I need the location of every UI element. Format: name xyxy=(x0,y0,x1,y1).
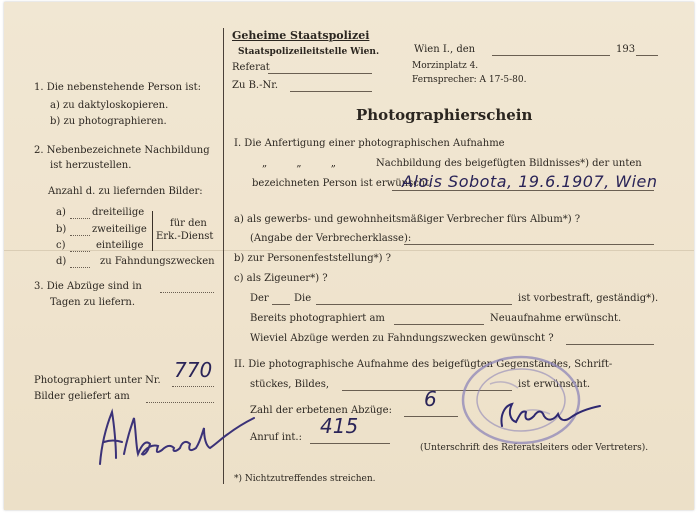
dotted-line xyxy=(70,251,90,252)
section-1-line2: Nachbildung des beigefügten Bildnisses*) der unten xyxy=(376,158,642,169)
bereits-label: Bereits photographiert am xyxy=(250,313,385,324)
section-2-line2: stückes, Bildes, xyxy=(250,379,330,390)
option-value: einteilige xyxy=(96,240,144,251)
name-line xyxy=(316,304,512,305)
dotted-line xyxy=(70,267,90,268)
bereits-line xyxy=(394,324,484,325)
dotted-line xyxy=(160,292,214,293)
signature-left xyxy=(86,394,256,472)
brace-label-1: für den xyxy=(170,218,207,229)
option-value: dreiteilige xyxy=(92,207,145,218)
vorbestraft-label: ist vorbestraft, geständig*). xyxy=(518,293,659,304)
question-2-line2: ist herzustellen. xyxy=(50,160,132,171)
option-value: zweiteilige xyxy=(92,224,147,235)
class-line xyxy=(404,244,654,245)
der-label: Der xyxy=(250,293,269,304)
phone-value: 415 xyxy=(320,414,359,438)
question-1: 1. Die nebenstehende Person ist: xyxy=(34,82,201,93)
wieviel-line xyxy=(566,344,654,345)
wieviel-label: Wieviel Abzüge werden zu Fahndungszwecken gewünscht ? xyxy=(250,333,554,344)
copies-line xyxy=(404,416,458,417)
signature-right xyxy=(494,398,604,432)
phone-label: Anruf int.: xyxy=(250,432,302,443)
dotted-line xyxy=(70,235,90,236)
option-key: a) xyxy=(56,207,66,218)
date-label: Wien I., den xyxy=(414,44,476,55)
image-count-label: Anzahl d. zu liefernden Bilder: xyxy=(48,186,203,197)
option-c: c) als Zigeuner*) ? xyxy=(234,273,328,284)
der-line xyxy=(272,304,290,305)
phone: Fernsprecher: A 17-5-80. xyxy=(412,75,527,85)
signature-caption: (Unterschrift des Referatsleiters oder Vertreters). xyxy=(420,443,649,453)
option-a: a) als gewerbs- und gewohnheitsmäßiger Verbrecher fürs Album*) ? xyxy=(234,214,581,225)
office-name: Staatspolizeileitstelle Wien. xyxy=(238,47,380,57)
year-line xyxy=(636,55,658,56)
organization-name: Geheime Staatspolizei xyxy=(232,29,370,42)
option-key: b) xyxy=(56,224,67,235)
question-1b: b) zu photographieren. xyxy=(50,116,167,127)
delivered-label: Bilder geliefert am xyxy=(34,391,130,402)
bnr-label: Zu B.-Nr. xyxy=(232,80,279,91)
form-title: Photographierschein xyxy=(356,106,533,124)
section-2-line1: II. Die photographische Aufnahme des beigefügten Gegenstandes, Schrift- xyxy=(234,359,613,370)
year-label: 193 xyxy=(616,44,636,55)
footnote: *) Nichtzutreffendes streichen. xyxy=(234,474,376,484)
section-1-line3: bezeichneten Person ist erwünscht: xyxy=(252,178,433,189)
question-3-line2: Tagen zu liefern. xyxy=(50,297,136,308)
option-b: b) zur Personenfeststellung*) ? xyxy=(234,253,392,264)
phone-line xyxy=(310,443,390,444)
brace-bar xyxy=(152,211,153,251)
bnr-line xyxy=(290,91,372,92)
form-sheet xyxy=(4,2,694,510)
address: Morzinplatz 4. xyxy=(412,61,479,71)
question-3-line1: 3. Die Abzüge sind in xyxy=(34,281,142,292)
photographed-label: Photographiert unter Nr. xyxy=(34,375,161,386)
question-2-line1: 2. Nebenbezeichnete Nachbildung xyxy=(34,145,210,156)
option-key: c) xyxy=(56,240,66,251)
option-value: zu Fahndungszwecken xyxy=(100,256,215,267)
neuaufnahme-label: Neuaufnahme erwünscht. xyxy=(490,313,622,324)
photographed-number: 770 xyxy=(174,358,213,382)
copies-value: 6 xyxy=(424,387,437,411)
brace-label-2: Erk.-Dienst xyxy=(156,231,214,242)
die-label: Die xyxy=(294,293,312,304)
section-2-end: ist erwünscht. xyxy=(518,379,591,390)
section-1-line1: I. Die Anfertigung einer photographischen Aufnahme xyxy=(234,138,505,149)
referat-label: Referat xyxy=(232,62,270,73)
question-1a: a) zu daktyloskopieren. xyxy=(50,100,169,111)
referat-line xyxy=(268,73,372,74)
person-handwritten: Alois Sobota, 19.6.1907, Wien xyxy=(402,172,658,191)
ditto-marks: „ „ „ xyxy=(262,158,336,169)
option-key: d) xyxy=(56,256,67,267)
date-line xyxy=(492,55,610,56)
option-a-class: (Angabe der Verbrecherklasse): xyxy=(250,233,412,244)
copies-label: Zahl der erbetenen Abzüge: xyxy=(250,405,392,416)
dotted-line xyxy=(172,386,214,387)
dotted-line xyxy=(70,218,90,219)
